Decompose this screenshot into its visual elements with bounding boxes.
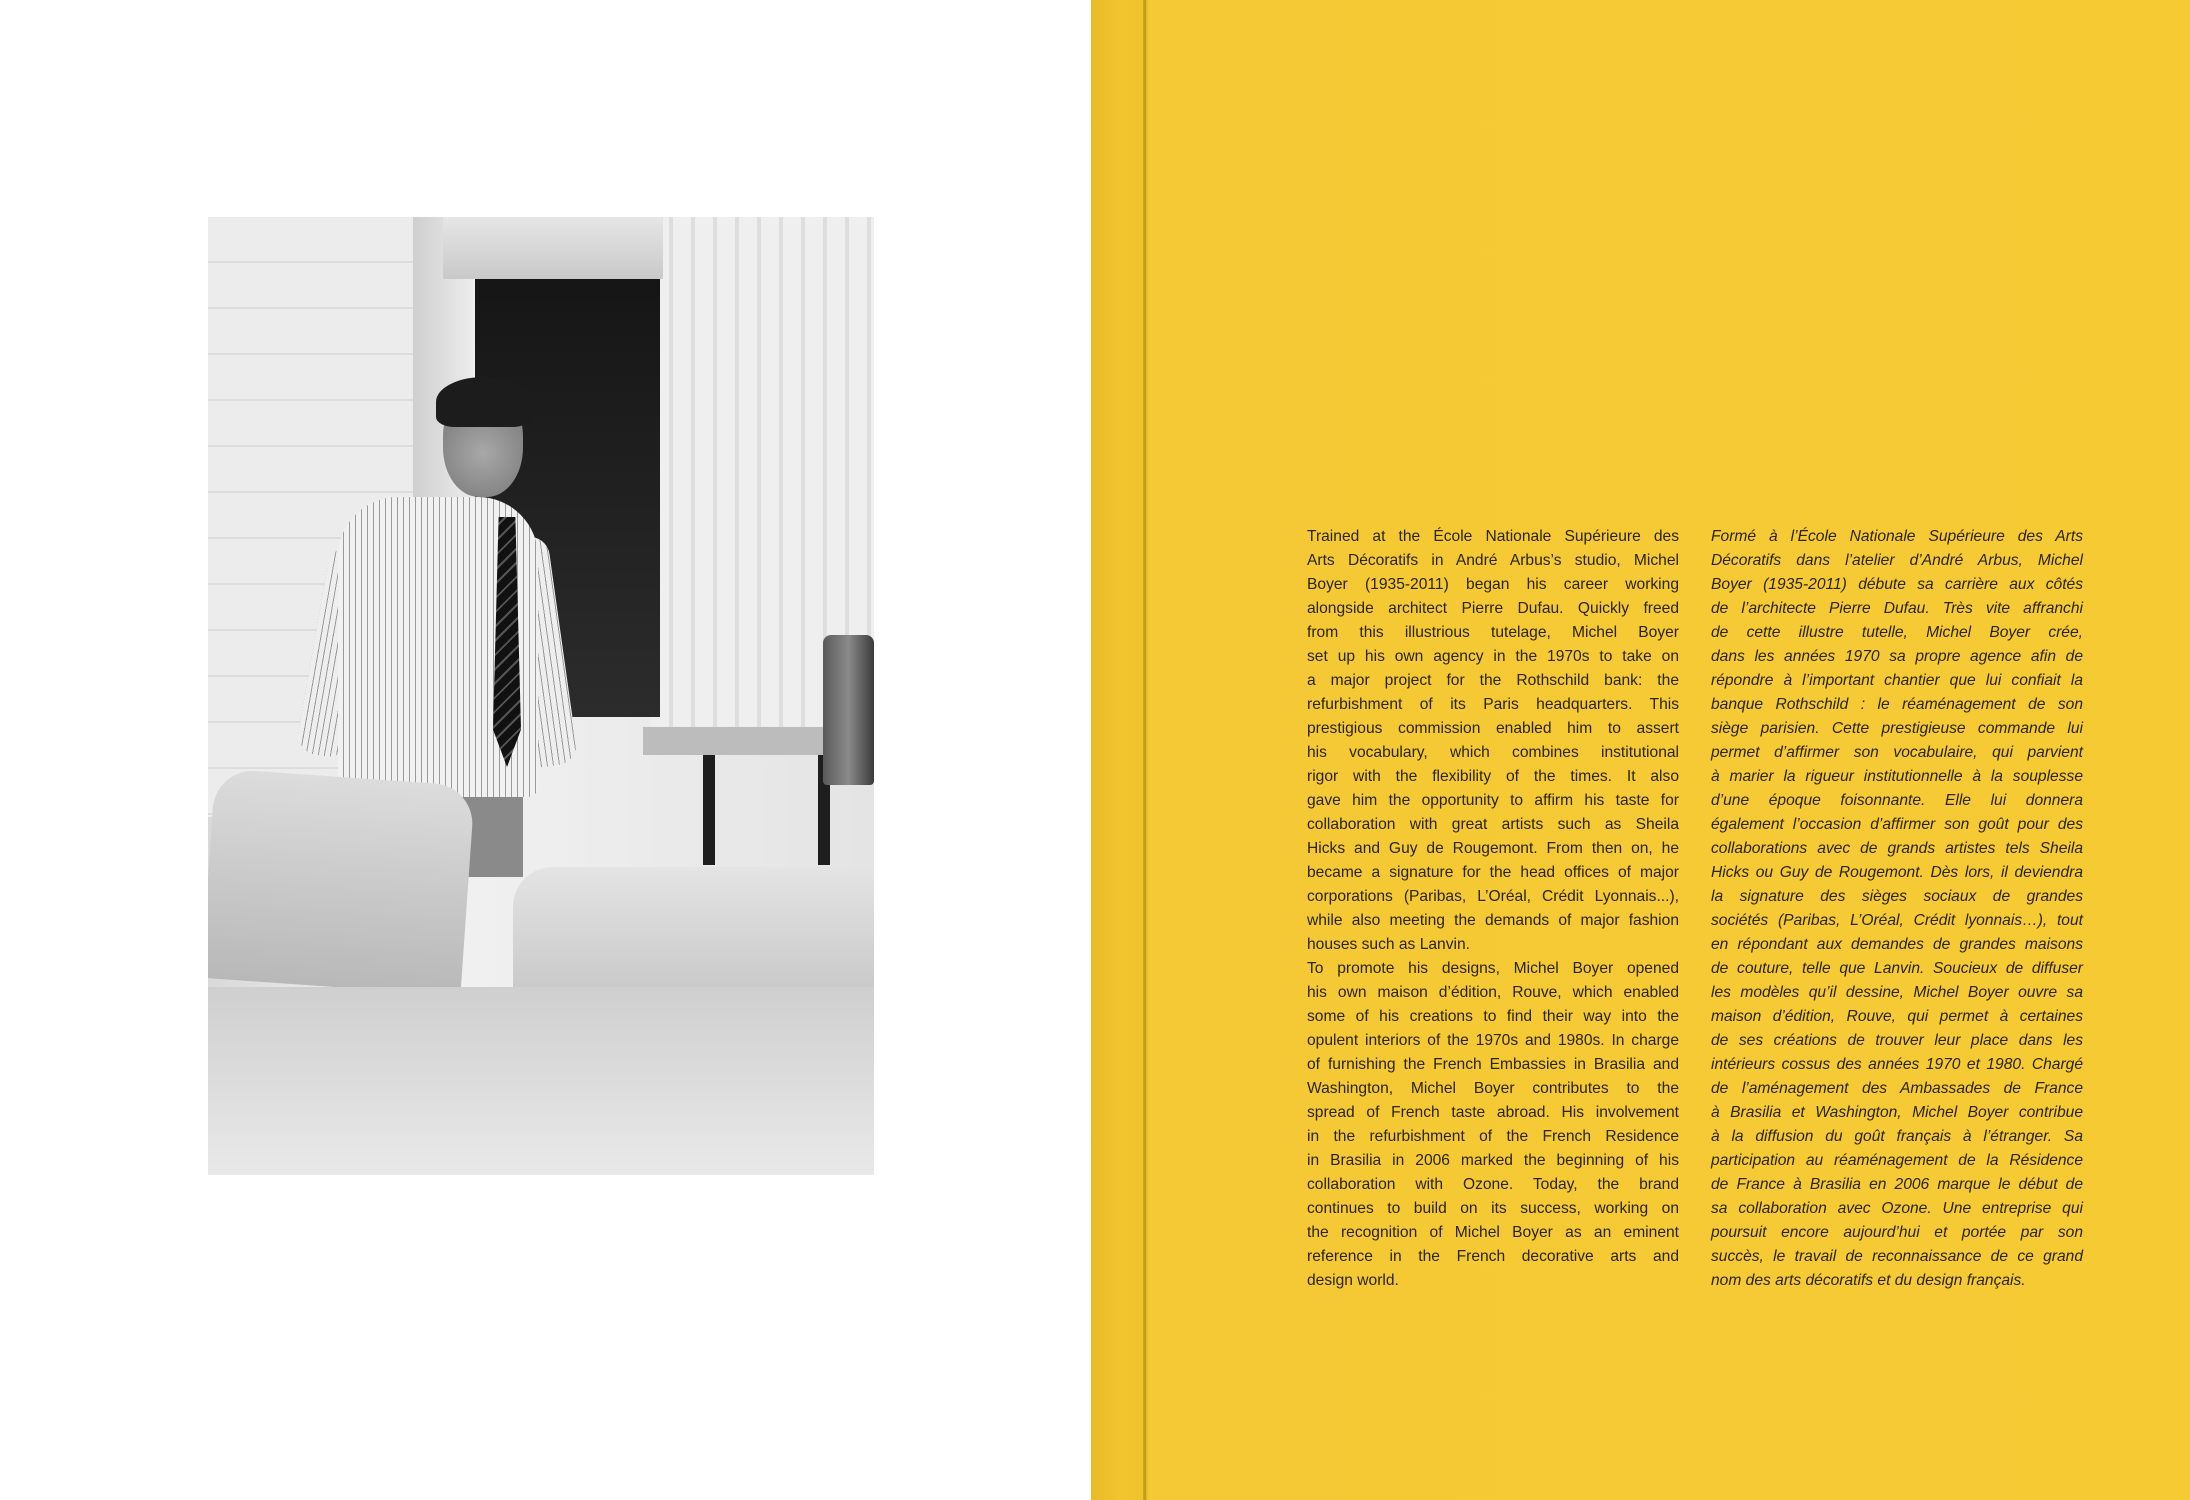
page-fold: [1143, 0, 1146, 1500]
text-line: nom des arts décoratifs et du design français.: [1711, 1272, 2026, 1289]
text-line: from this illustrious tutelage, Michel Boyer: [1307, 624, 1679, 641]
text-line: collaborations avec de grands artistes tels Sheila: [1711, 840, 2083, 857]
text-line: également l’occasion d’affirmer son goût pour des: [1711, 816, 2083, 833]
french-text-column: [1711, 525, 2083, 1293]
text-line: To promote his designs, Michel Boyer opened: [1307, 960, 1679, 977]
text-line: in Brasilia in 2006 marked the beginning of his: [1307, 1152, 1679, 1169]
text-line: of furnishing the French Embassies in Brasilia and: [1307, 1056, 1679, 1073]
text-line: some of his creations to find their way into the: [1307, 1008, 1679, 1025]
text-line: de couture, telle que Lanvin. Soucieux de diffuser: [1711, 960, 2083, 977]
text-line: de France à Brasilia en 2006 marque le début de: [1711, 1176, 2083, 1193]
text-line: while also meeting the demands of major fashion: [1307, 912, 1679, 929]
text-line: alongside architect Pierre Dufau. Quickly freed: [1307, 600, 1679, 617]
photo-table-leg: [703, 755, 715, 865]
text-line: reference in the French decorative arts and: [1307, 1248, 1679, 1265]
text-line: en répondant aux demandes de grandes maisons: [1711, 936, 2083, 953]
text-line: rigor with the flexibility of the times. It also: [1307, 768, 1679, 785]
text-line: Décoratifs dans l’atelier d’André Arbus, Michel: [1711, 552, 2083, 569]
text-line: Arts Décoratifs in André Arbus’s studio, Michel: [1307, 552, 1679, 569]
paragraph: [1307, 957, 1679, 1293]
photo-vase: [823, 635, 874, 785]
text-line: the recognition of Michel Boyer as an eminent: [1307, 1224, 1679, 1241]
text-line: participation au réaménagement de la Résidence: [1711, 1152, 2083, 1169]
text-line: set up his own agency in the 1970s to take on: [1307, 648, 1679, 665]
text-line: design world.: [1307, 1272, 1399, 1289]
photo-sofa-cushion: [208, 768, 475, 996]
text-line: Hicks ou Guy de Rougemont. Dès lors, il deviendra: [1711, 864, 2083, 881]
photo-man-hair: [436, 377, 531, 427]
left-page: [0, 0, 1091, 1500]
text-line: collaboration with great artists such as Sheila: [1307, 816, 1679, 833]
text-line: de l’architecte Pierre Dufau. Très vite affranchi: [1711, 600, 2083, 617]
text-line: d’une époque foisonnante. Elle lui donnera: [1711, 792, 2083, 809]
photo-lintel: [443, 217, 663, 279]
paragraph: [1711, 525, 2083, 1293]
text-line: prestigious commission enabled him to assert: [1307, 720, 1679, 737]
text-line: spread of French taste abroad. His involvement: [1307, 1104, 1679, 1121]
text-line: his vocabulary, which combines institutional: [1307, 744, 1679, 761]
paragraph: [1307, 525, 1679, 957]
text-line: sa collaboration avec Ozone. Une entreprise qui: [1711, 1200, 2083, 1217]
text-line: les modèles qu’il dessine, Michel Boyer ouvre sa: [1711, 984, 2083, 1001]
text-line: à Brasilia et Washington, Michel Boyer contribue: [1711, 1104, 2083, 1121]
text-line: succès, le travail de reconnaissance de ce grand: [1711, 1248, 2083, 1265]
text-line: in the refurbishment of the French Residence: [1307, 1128, 1679, 1145]
text-line: gave him the opportunity to affirm his taste for: [1307, 792, 1679, 809]
text-line: de cette illustre tutelle, Michel Boyer crée,: [1711, 624, 2083, 641]
text-line: permet d’affirmer son vocabulaire, qui parvient: [1711, 744, 2083, 761]
text-line: la signature des sièges sociaux de grandes: [1711, 888, 2083, 905]
text-line: sociétés (Paribas, L’Oréal, Crédit lyonnais…), tout: [1711, 912, 2083, 929]
text-line: poursuit encore aujourd’hui et portée par son: [1711, 1224, 2083, 1241]
text-line: corporations (Paribas, L’Oréal, Crédit Lyonnais...),: [1307, 888, 1679, 905]
text-line: répondre à l’important chantier que lui confiait la: [1711, 672, 2083, 689]
text-line: became a signature for the head offices of major: [1307, 864, 1679, 881]
text-line: Hicks and Guy de Rougemont. From then on, he: [1307, 840, 1679, 857]
text-line: his own maison d’édition, Rouve, which enabled: [1307, 984, 1679, 1001]
text-line: Trained at the École Nationale Supérieure des: [1307, 528, 1679, 545]
text-line: dans les années 1970 sa propre agence afin de: [1711, 648, 2083, 665]
text-line: à la diffusion du goût français à l’étranger. Sa: [1711, 1128, 2083, 1145]
text-line: a major project for the Rothschild bank: the: [1307, 672, 1679, 689]
text-line: Boyer (1935-2011) débute sa carrière aux côtés: [1711, 576, 2083, 593]
text-line: refurbishment of its Paris headquarters. This: [1307, 696, 1679, 713]
text-line: banque Rothschild : le réaménagement de son: [1711, 696, 2083, 713]
text-line: maison d’édition, Rouve, qui permet à certaines: [1711, 1008, 2083, 1025]
english-text-column: [1307, 525, 1679, 1293]
text-line: houses such as Lanvin.: [1307, 936, 1470, 953]
text-line: Washington, Michel Boyer contributes to the: [1307, 1080, 1679, 1097]
text-line: opulent interiors of the 1970s and 1980s. In charge: [1307, 1032, 1679, 1049]
text-line: Boyer (1935-2011) began his career working: [1307, 576, 1679, 593]
text-line: intérieurs cossus des années 1970 et 1980. Chargé: [1711, 1056, 2083, 1073]
photo-sofa-seat: [208, 987, 874, 1175]
text-line: continues to build on its success, working on: [1307, 1200, 1679, 1217]
text-line: de ses créations de trouver leur place dans les: [1711, 1032, 2083, 1049]
text-line: collaboration with Ozone. Today, the brand: [1307, 1176, 1679, 1193]
text-line: siège parisien. Cette prestigieuse commande lui: [1711, 720, 2083, 737]
portrait-photo: [208, 217, 874, 1175]
text-line: de l’aménagement des Ambassades de France: [1711, 1080, 2083, 1097]
text-line: à marier la rigueur institutionnelle à la souplesse: [1711, 768, 2083, 785]
text-line: Formé à l’École Nationale Supérieure des Arts: [1711, 528, 2083, 545]
